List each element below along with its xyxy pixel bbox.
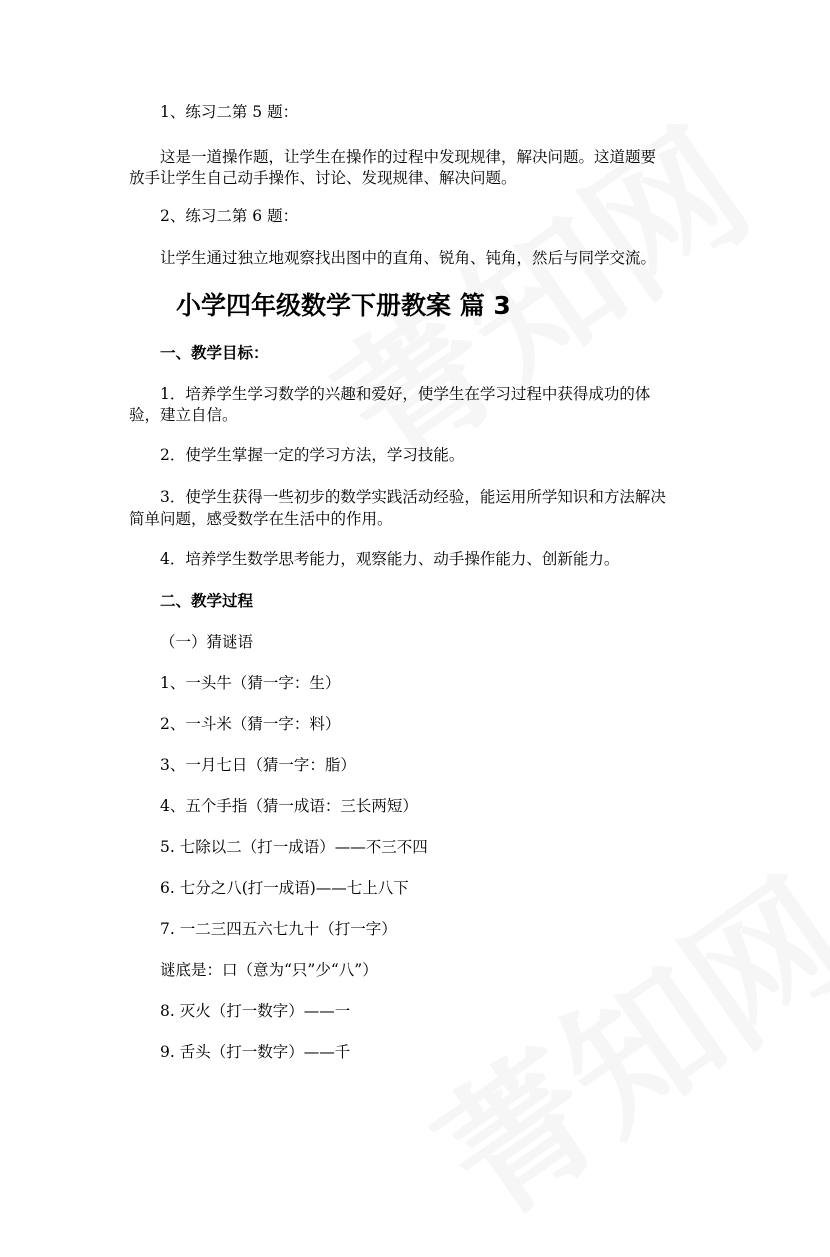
exercise-1-title: 1、练习二第 5 题： — [160, 103, 299, 121]
exercise-2-title: 2、练习二第 6 题： — [160, 207, 299, 225]
process-heading: 二、教学过程 — [160, 592, 254, 610]
goal-1-line2: 验，建立自信。 — [129, 406, 238, 424]
watermark-bottom — [390, 822, 830, 1257]
riddle-item: 1、一头牛（猜一字：生） — [160, 674, 341, 692]
riddle-item: 5. 七除以二（打一成语）——不三不四 — [160, 838, 428, 856]
goal-3-line2: 简单问题，感受数学在生活中的作用。 — [129, 510, 393, 528]
exercise-1-desc-line2: 放手让学生自己动手操作、讨论、发现规律、解决问题。 — [129, 169, 517, 187]
goal-1-line1: 1．培养学生学习数学的兴趣和爱好，使学生在学习过程中获得成功的体 — [160, 385, 651, 403]
riddle-item: 9. 舌头（打一数字）——千 — [160, 1043, 351, 1061]
riddle-item: 2、一斗米（猜一字：料） — [160, 715, 341, 733]
goal-2: 2．使学生掌握一定的学习方法，学习技能。 — [160, 446, 465, 464]
goals-heading: 一、教学目标： — [160, 344, 269, 362]
riddle-item: 3、一月七日（猜一字：脂） — [160, 756, 356, 774]
page-title: 小学四年级数学下册教案 篇 3 — [176, 291, 511, 320]
exercise-1-desc-line1: 这是一道操作题，让学生在操作的过程中发现规律，解决问题。这道题要 — [160, 148, 657, 166]
riddle-subheading: （一）猜谜语 — [160, 633, 254, 651]
riddle-item: 8. 灭火（打一数字）——一 — [160, 1002, 351, 1020]
riddle-item: 4、五个手指（猜一成语：三长两短） — [160, 797, 418, 815]
goal-4: 4．培养学生数学思考能力，观察能力、动手操作能力、创新能力。 — [160, 550, 620, 568]
exercise-2-desc: 让学生通过独立地观察找出图中的直角、锐角、钝角，然后与同学交流。 — [160, 249, 657, 267]
riddle-item: 6. 七分之八(打一成语)——七上八下 — [160, 879, 409, 897]
riddle-item: 7. 一二三四五六七九十（打一字） — [160, 920, 397, 938]
riddle-answer: 谜底是：口（意为“只”少“八”） — [160, 961, 378, 979]
goal-3-line1: 3．使学生获得一些初步的数学实践活动经验，能运用所学知识和方法解决 — [160, 488, 666, 506]
